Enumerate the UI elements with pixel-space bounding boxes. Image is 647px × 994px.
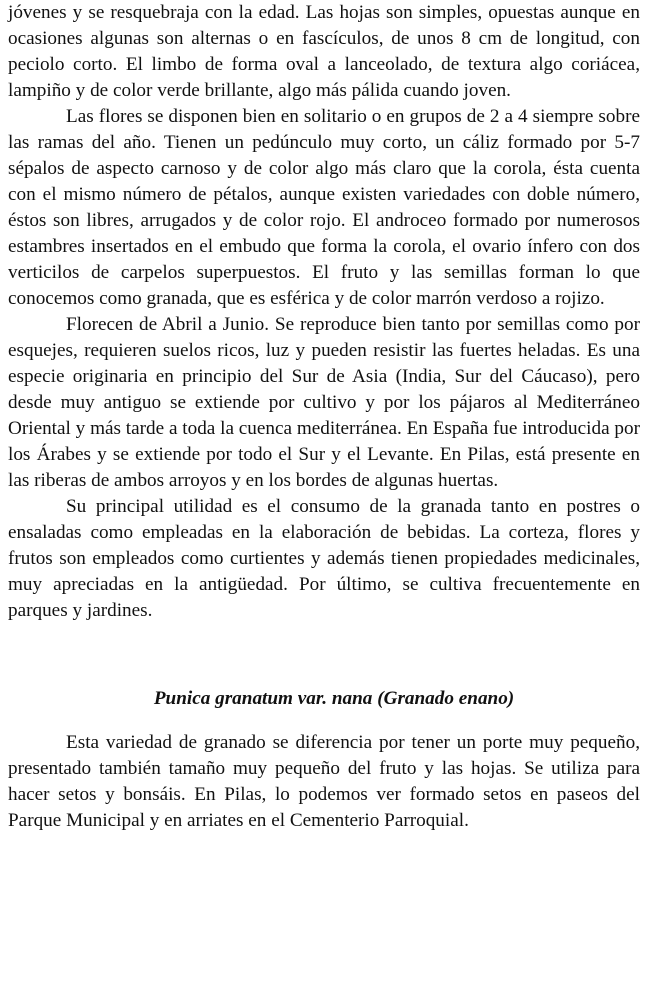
paragraph-leaves: jóvenes y se resquebraja con la edad. Las hojas son simples, opuestas aunque en ocasiones algunas son alternas o en fascículos, de unos 8 cm de longitud, con peciolo corto. El limbo de forma oval a lanceolado, de textura algo coriácea, lampiño y de color verde brillante, algo más pálida cuando joven. [8, 2, 640, 101]
paragraph-uses: Su principal utilidad es el consumo de la granada tanto en postres o ensaladas como empleadas en la elaboración de bebidas. La corteza, flores y frutos son empleados como curtientes y además tienen propiedades medicinales, muy apreciadas en la antigüedad. Por último, se cultiva frecuentemente en parques y jardines. [8, 496, 640, 621]
paragraph-flowering: Florecen de Abril a Junio. Se reproduce bien tanto por semillas como por esquejes, requieren suelos ricos, luz y pueden resistir las fuertes heladas. Es una especie originaria en principio del Sur de Asia (India, Sur del Cáucaso), pero desde muy antiguo se extiende por cultivo y por los pájaros al Mediterráneo Oriental y más tarde a toda la cuenca mediterránea. En España fue introducida por los Árabes y se extiende por todo el Sur y el Levante. En Pilas, está presente en las riberas de ambos arroyos y en los bordes de algunas huertas. [8, 314, 640, 491]
document-page [8, 0, 640, 834]
section-heading: Punica granatum var. nana (Granado enano) [153, 688, 515, 709]
paragraph-flowers: Las flores se disponen bien en solitario o en grupos de 2 a 4 siempre sobre las ramas del año. Tienen un pedúnculo muy corto, un cáliz formado por 5-7 sépalos de aspecto carnoso y de color algo más claro que la corola, ésta cuenta con el mismo número de pétalos, aunque existen variedades con doble número, éstos son libres, arrugados y de color rojo. El androceo formado por numerosos estambres insertados en el embudo que forma la corola, el ovario ínfero con dos verticilos de carpelos superpuestos. El fruto y las semillas forman lo que conocemos como granada, que es esférica y de color marrón verdoso a rojizo. [8, 106, 640, 309]
paragraph-nana: Esta variedad de granado se diferencia por tener un porte muy pequeño, presentado también tamaño muy pequeño del fruto y las hojas. Se utiliza para hacer setos y bonsáis. En Pilas, lo podemos ver formado setos en paseos del Parque Municipal y en arriates en el Cementerio Parroquial. [8, 732, 640, 831]
